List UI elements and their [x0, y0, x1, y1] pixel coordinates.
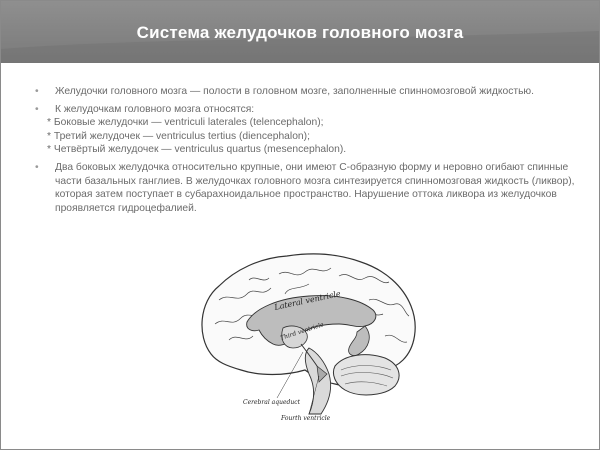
- sub-item: [31, 116, 576, 130]
- cerebellum: [333, 355, 399, 395]
- paragraph-text: * Четвёртый желудочек — ventriculus quartus (mesencephalon).: [47, 144, 347, 156]
- bullet-icon: •: [35, 161, 39, 173]
- slide-title: Система желудочков головного мозга: [136, 23, 464, 42]
- paragraph-text: Два боковых желудочка относительно крупные, они имеют С-образную форму и неровно огибают спинные части базальных ганглиев. В желудочках головного мозга синтезируется спинномозговая жидкость (ликвор), которая затем поступает в субарахноидальное пространство. Нарушение оттока ликвора из желудочков проявляется гидроцефалией.: [55, 161, 575, 214]
- paragraph-text: К желудочкам головного мозга относятся:: [55, 103, 255, 115]
- bullet-icon: •: [35, 103, 39, 115]
- bullet-icon: •: [35, 86, 39, 97]
- bullet-paragraph: [31, 85, 576, 99]
- sub-item: [31, 143, 576, 157]
- bullet-paragraph: [31, 161, 576, 215]
- label-third-ventricle: Third ventricle: [279, 321, 325, 342]
- bullet-paragraph: [31, 103, 576, 117]
- brain-ventricles-figure: [189, 244, 429, 422]
- label-lateral-ventricle: Lateral ventricle: [273, 289, 342, 312]
- label-cerebral-aqueduct: Cerebral aqueduct: [243, 399, 300, 406]
- slide-body: [31, 85, 576, 215]
- paragraph-text: * Третий желудочек — ventriculus tertius (diencephalon);: [47, 130, 310, 142]
- paragraph-text: * Боковые желудочки — ventriculi laterales (telencephalon);: [47, 117, 324, 129]
- label-fourth-ventricle: Fourth ventricle: [281, 415, 331, 422]
- paragraph-text: Желудочки головного мозга — полости в головном мозге, заполненные спинномозговой жидкостью.: [55, 86, 535, 97]
- sub-item: [31, 130, 576, 144]
